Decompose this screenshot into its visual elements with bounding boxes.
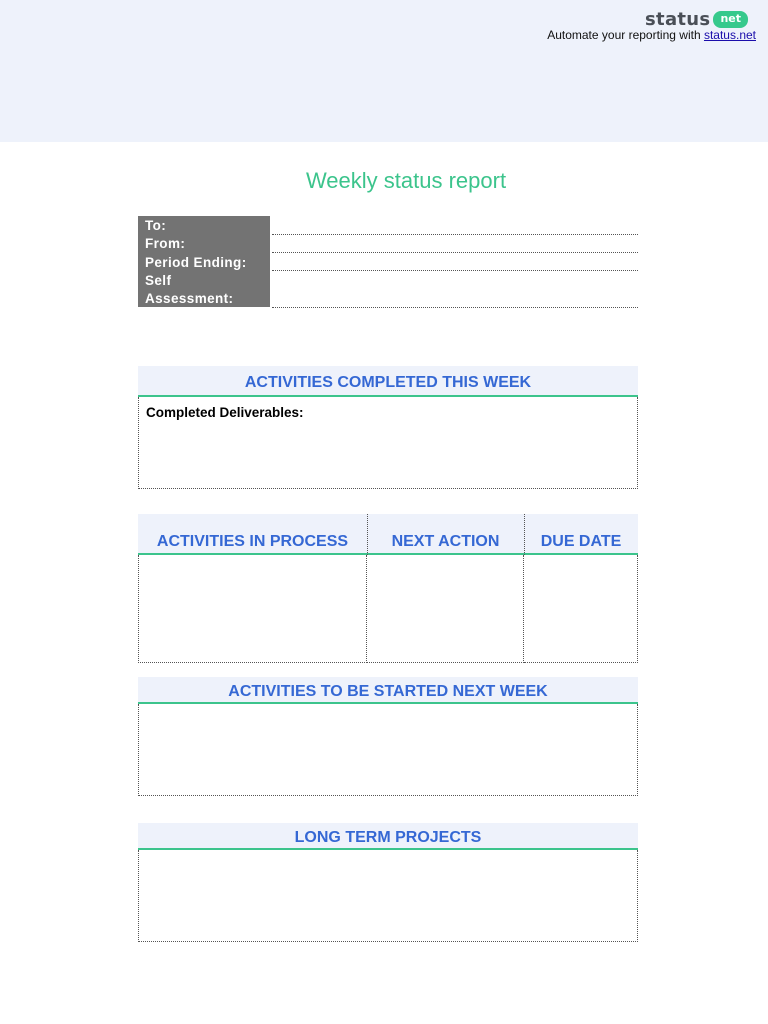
meta-label-assessment: Assessment:	[145, 291, 234, 307]
next-action-header: NEXT ACTION	[367, 514, 524, 555]
status-net-logo[interactable]	[645, 8, 748, 30]
completed-section-body[interactable]	[138, 397, 638, 489]
activities-in-process-header: ACTIVITIES IN PROCESS	[138, 514, 367, 555]
meta-labels-block	[138, 216, 270, 307]
logo-badge: net	[713, 11, 748, 28]
period-ending-field-line[interactable]	[272, 270, 638, 271]
logo-word: status	[645, 8, 711, 30]
header-divider-2	[524, 514, 525, 555]
completed-section-heading: ACTIVITIES COMPLETED THIS WEEK	[138, 366, 638, 397]
next-week-section-body[interactable]	[138, 704, 638, 796]
from-field-line[interactable]	[272, 252, 638, 253]
meta-label-to: To:	[145, 218, 167, 233]
long-term-section-body[interactable]	[138, 850, 638, 942]
self-assessment-field-line[interactable]	[272, 307, 638, 308]
due-date-cell[interactable]	[524, 555, 638, 663]
next-action-cell[interactable]	[367, 555, 524, 663]
header-divider-1	[367, 514, 368, 555]
long-term-section-heading: LONG TERM PROJECTS	[138, 823, 638, 850]
status-net-link[interactable]: status.net	[703, 28, 756, 42]
meta-label-self: Self	[145, 272, 172, 288]
activities-in-process-cell[interactable]	[138, 555, 367, 663]
to-field-line[interactable]	[272, 234, 638, 235]
meta-label-period-ending: Period Ending:	[145, 254, 247, 270]
tagline	[547, 28, 756, 42]
next-week-section-heading: ACTIVITIES TO BE STARTED NEXT WEEK	[138, 677, 638, 704]
document-title: Weekly status report	[305, 168, 507, 193]
meta-label-from: From:	[145, 236, 186, 252]
completed-deliverables-label: Completed Deliverables:	[146, 405, 304, 420]
tagline-text: Automate your reporting with	[547, 28, 701, 42]
top-banner	[0, 0, 768, 142]
due-date-header: DUE DATE	[524, 514, 638, 555]
